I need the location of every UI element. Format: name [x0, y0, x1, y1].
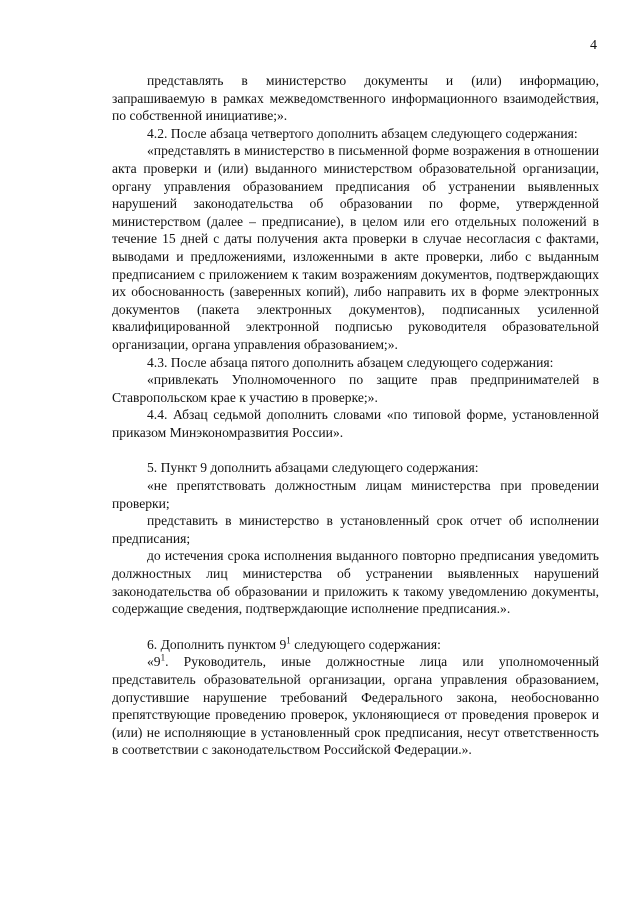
- paragraph-6: [112, 636, 599, 654]
- paragraph-6-superscript: 1: [286, 635, 291, 646]
- paragraph-6-text-body: . Руководитель, иные должностные лица или уполномоченный представитель образовательной организации, органа управления образованием, допустившие нарушение требований Федерального закона, необоснованно препятствующие проведению проверок, уклоняющиеся от проведения проверок и (или) не исполняющие в установленный срок предписания, несут ответственность в соответствии с законодательством Российской Федерации.».: [112, 654, 599, 758]
- paragraph-6-text-start: «9: [147, 654, 161, 670]
- paragraph-4-3: 4.3. После абзаца пятого дополнить абзацем следующего содержания:: [147, 354, 554, 370]
- paragraph-4-2-text: «представлять в министерство в письменной форме возражения в отношении акта проверки и (или) выданного министерством образовательной организации, органу управления образованием предписания об устранении выявленных нарушений законодательства об образовании по форме, утвержденной министерством (далее – предписание), в целом или его отдельных положений в течение 15 дней с даты получения акта проверки в случае несогласия с фактами, выводами и предложениями, изложенными в акте проверки, либо с выданным предписанием с приложением к таким возражениям документов, подтверждающих их обоснованность (заверенных копий), либо направить их в форме электронных документов (пакета электронных документов), подписанных усиленной квалифицированной электронной подписью руководителя образовательной организации, органа управления образованием;».: [112, 143, 599, 352]
- paragraph-5-item-2: представить в министерство в установленный срок отчет об исполнении предписания;: [112, 513, 599, 546]
- paragraph-4-3-text: «привлекать Уполномоченного по защите прав предпринимателей в Ставропольском крае к участию в проверке;».: [112, 372, 599, 405]
- paragraph-5-item-1: «не препятствовать должностным лицам министерства при проведении проверки;: [112, 478, 599, 511]
- paragraph-4-4: 4.4. Абзац седьмой дополнить словами «по типовой форме, установленной приказом Минэкономразвития России».: [112, 407, 599, 440]
- document-body: [112, 72, 599, 759]
- paragraph-6-text-start: 6. Дополнить пунктом 9: [147, 636, 287, 652]
- paragraph-5: 5. Пункт 9 дополнить абзацами следующего содержания:: [147, 460, 479, 476]
- paragraph-4-2: 4.2. После абзаца четвертого дополнить абзацем следующего содержания:: [147, 125, 578, 141]
- paragraph-6-text-superscript: 1: [160, 652, 166, 663]
- page-number: 4: [590, 38, 597, 53]
- paragraph-6-text-end: следующего содержания:: [290, 636, 441, 652]
- paragraph-6-text: [112, 653, 599, 759]
- paragraph-continuation: представлять в министерство документы и (или) информацию, запрашиваемую в рамках межведомственного информационного взаимодействия, по собственной инициативе;».: [112, 73, 599, 124]
- paragraph-5-item-3: до истечения срока исполнения выданного повторно предписания уведомить должностных лиц министерства об устранении выявленных нарушений законодательства об образовании и приложить к такому уведомлению документы, содержащие сведения, подтверждающие исполнение предписания.».: [112, 548, 599, 617]
